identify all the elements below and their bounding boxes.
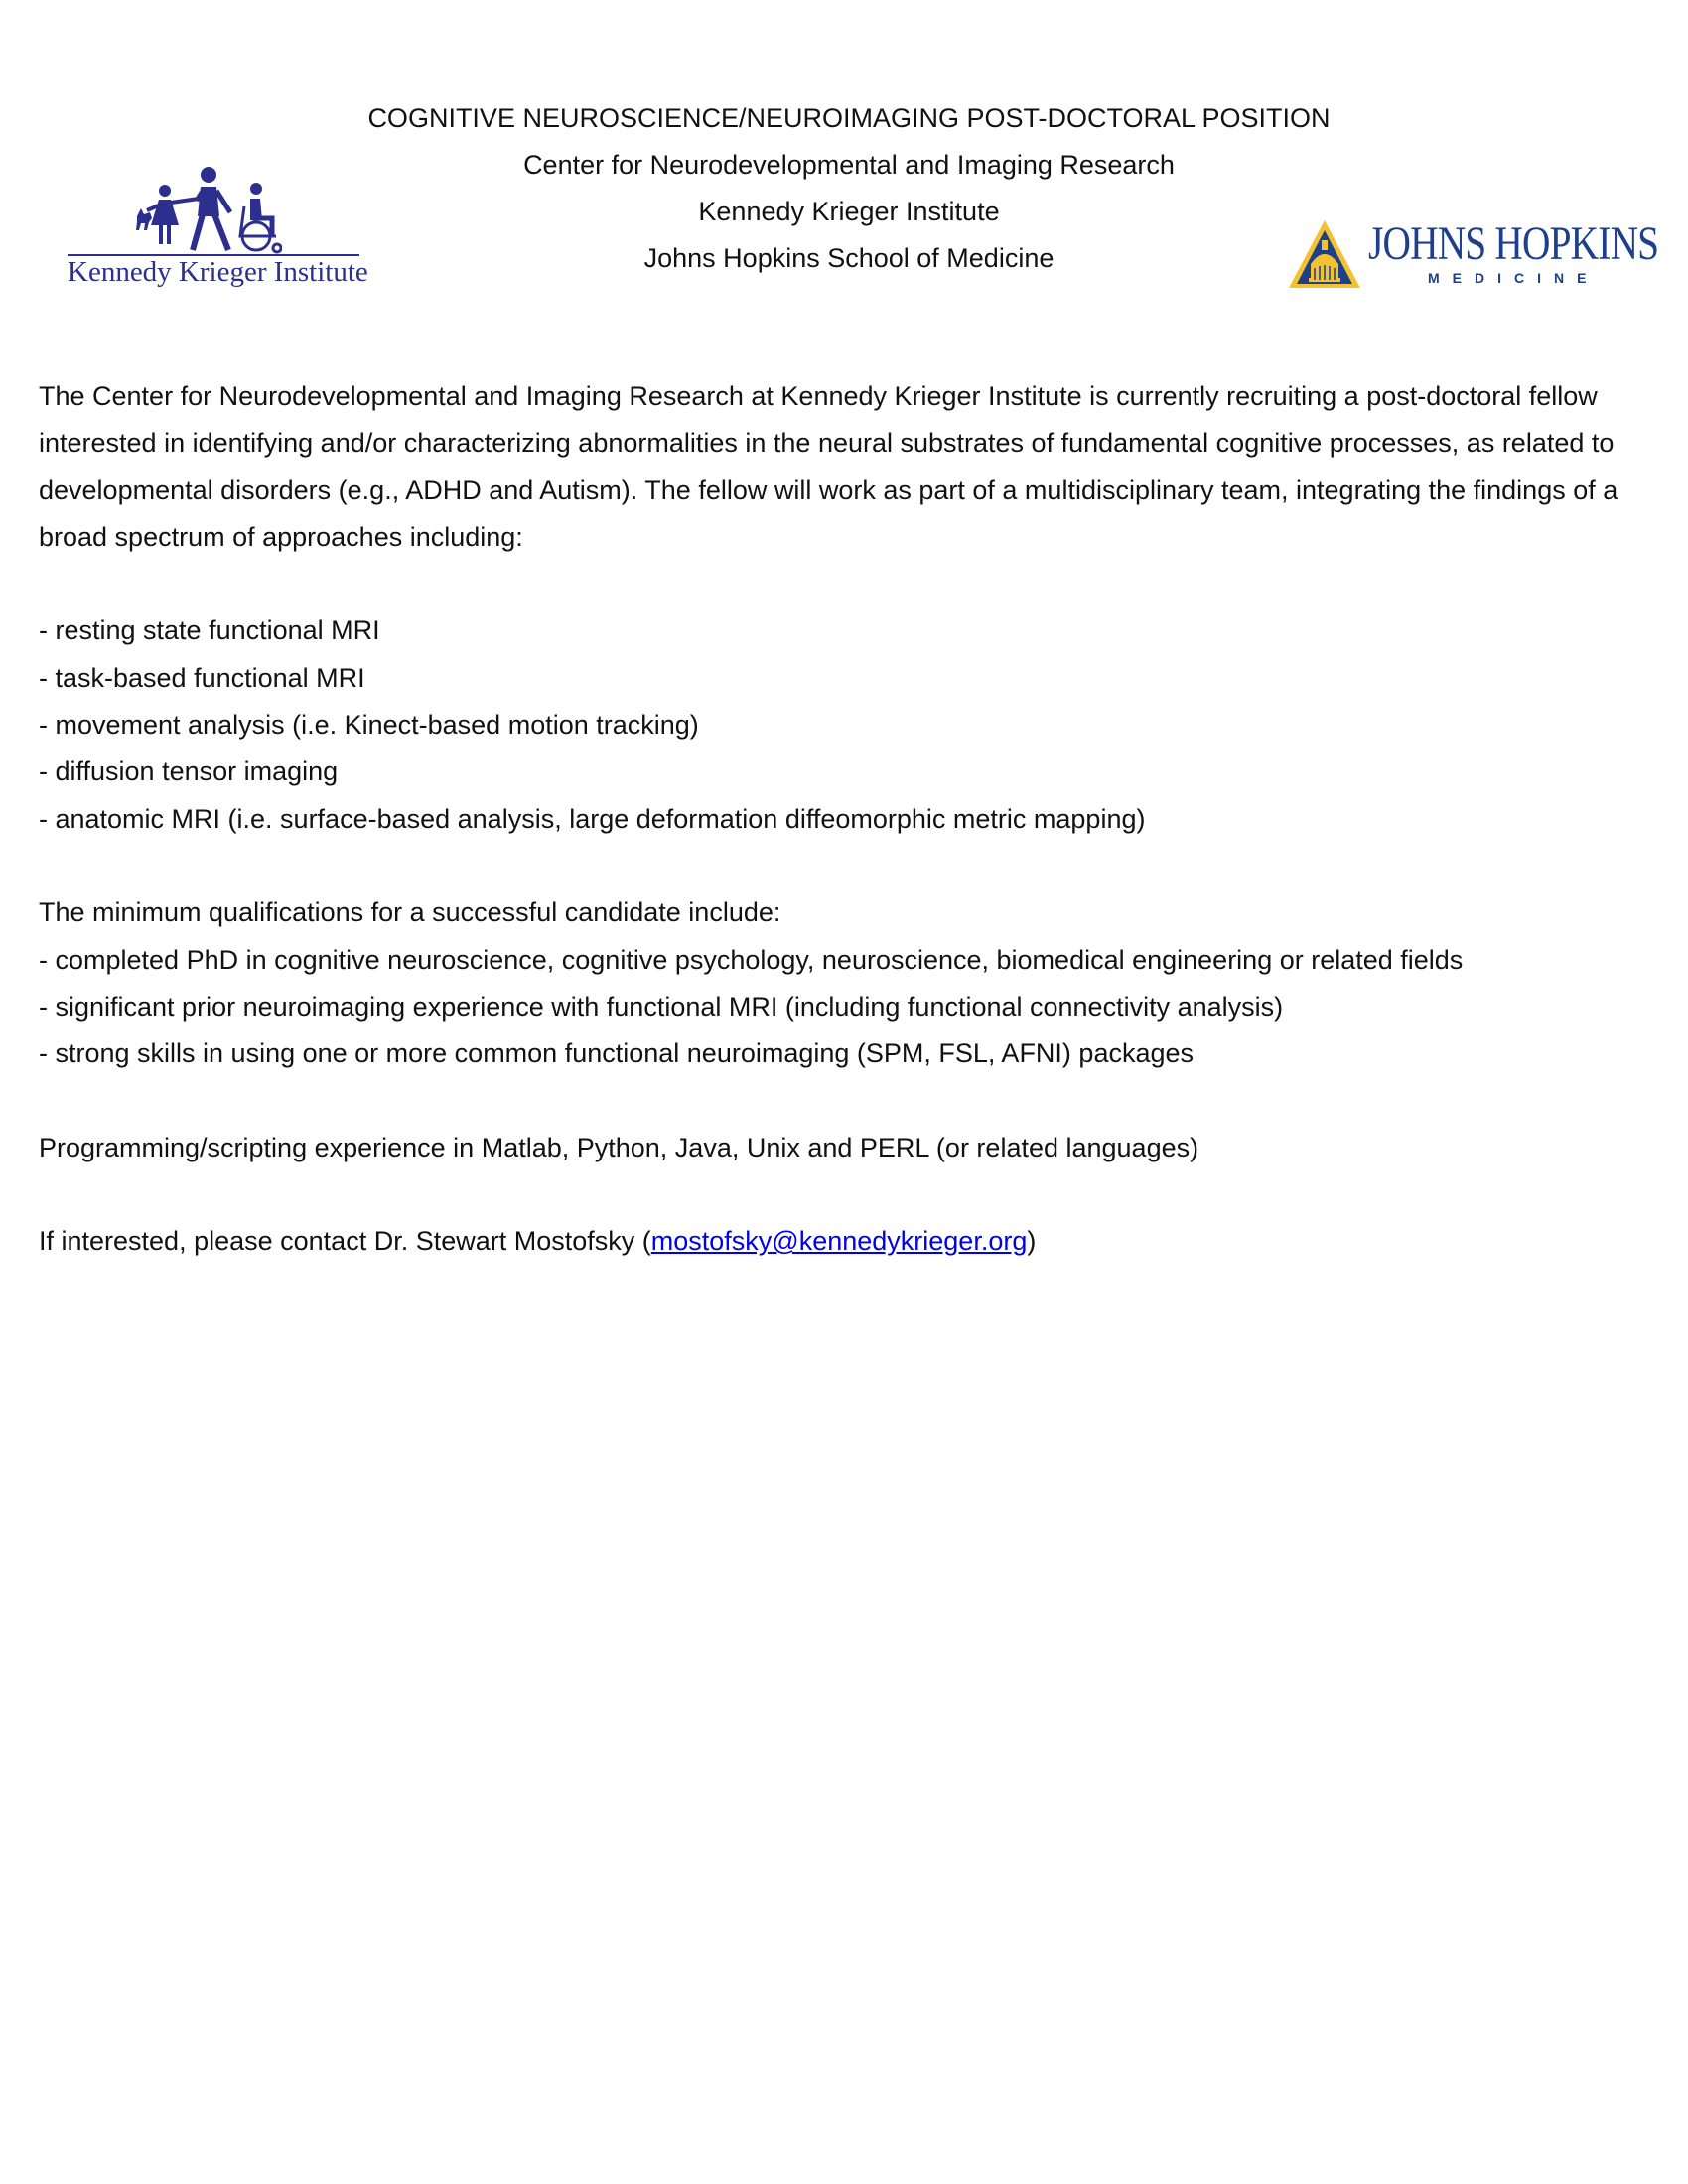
jhm-logo-name: JOHNS HOPKINS — [1368, 217, 1659, 270]
spacer — [39, 1171, 1657, 1218]
contact-email-link[interactable]: mostofsky@kennedykrieger.org — [650, 1226, 1028, 1257]
document-body — [39, 373, 1657, 1266]
qualifications-heading: The minimum qualifications for a successful candidate include: — [39, 897, 781, 928]
list-item: - movement analysis (i.e. Kinect-based motion tracking) — [39, 710, 699, 741]
list-item: - task-based functional MRI — [39, 662, 365, 693]
johns-hopkins-medicine-logo — [1287, 217, 1659, 298]
list-item: - resting state functional MRI — [39, 615, 380, 646]
list-item: - strong skills in using one or more common functional neuroimaging (SPM, FSL, AFNI) packages — [39, 1038, 1195, 1069]
list-item: - diffusion tensor imaging — [39, 756, 339, 787]
contact-prefix: If interested, please contact Dr. Stewart Mostofsky ( — [39, 1226, 651, 1257]
dome-shield-icon — [1287, 218, 1362, 294]
list-item: - completed PhD in cognitive neuroscience, cognitive psychology, neuroscience, biomedical engineering or related fields — [39, 944, 1464, 975]
center-name: Center for Neurodevelopmental and Imaging Research — [523, 150, 1175, 180]
qualifications-section — [39, 889, 1657, 1077]
family-figures-icon — [133, 167, 282, 254]
spacer — [39, 561, 1657, 608]
list-item: - anatomic MRI (i.e. surface-based analysis, large deformation diffeomorphic metric mapping) — [39, 803, 1146, 834]
list-item: - significant prior neuroimaging experience with functional MRI (including functional connectivity analysis) — [39, 991, 1284, 1022]
contact-suffix: ) — [1027, 1226, 1037, 1257]
contact-paragraph — [39, 1218, 1657, 1265]
header-title-block — [362, 95, 1336, 282]
jhm-logo-sub: MEDICINE — [1428, 270, 1600, 286]
programming-paragraph: Programming/scripting experience in Matlab, Python, Java, Unix and PERL (or related languages) — [39, 1132, 1199, 1162]
institute-name: Kennedy Krieger Institute — [698, 197, 1000, 226]
spacer — [39, 843, 1657, 889]
kki-logo-text: Kennedy Krieger Institute — [68, 256, 368, 288]
spacer — [39, 1077, 1657, 1124]
school-name: Johns Hopkins School of Medicine — [643, 243, 1055, 273]
kennedy-krieger-logo — [66, 167, 368, 296]
intro-paragraph: The Center for Neurodevelopmental and Imaging Research at Kennedy Krieger Institute is currently recruiting a post-doctoral fellow interested in identifying and/or characterizing abnormalities in the neural substrates of fundamental cognitive processes, as related to developmental disorders (e.g., ADHD and Autism). The fellow will work as part of a multidisciplinary team, integrating the findings of a broad spectrum of approaches including: — [39, 381, 1618, 552]
approaches-list — [39, 608, 1657, 842]
document-header — [0, 95, 1688, 294]
position-title: COGNITIVE NEUROSCIENCE/NEUROIMAGING POST-DOCTORAL POSITION — [367, 103, 1331, 133]
